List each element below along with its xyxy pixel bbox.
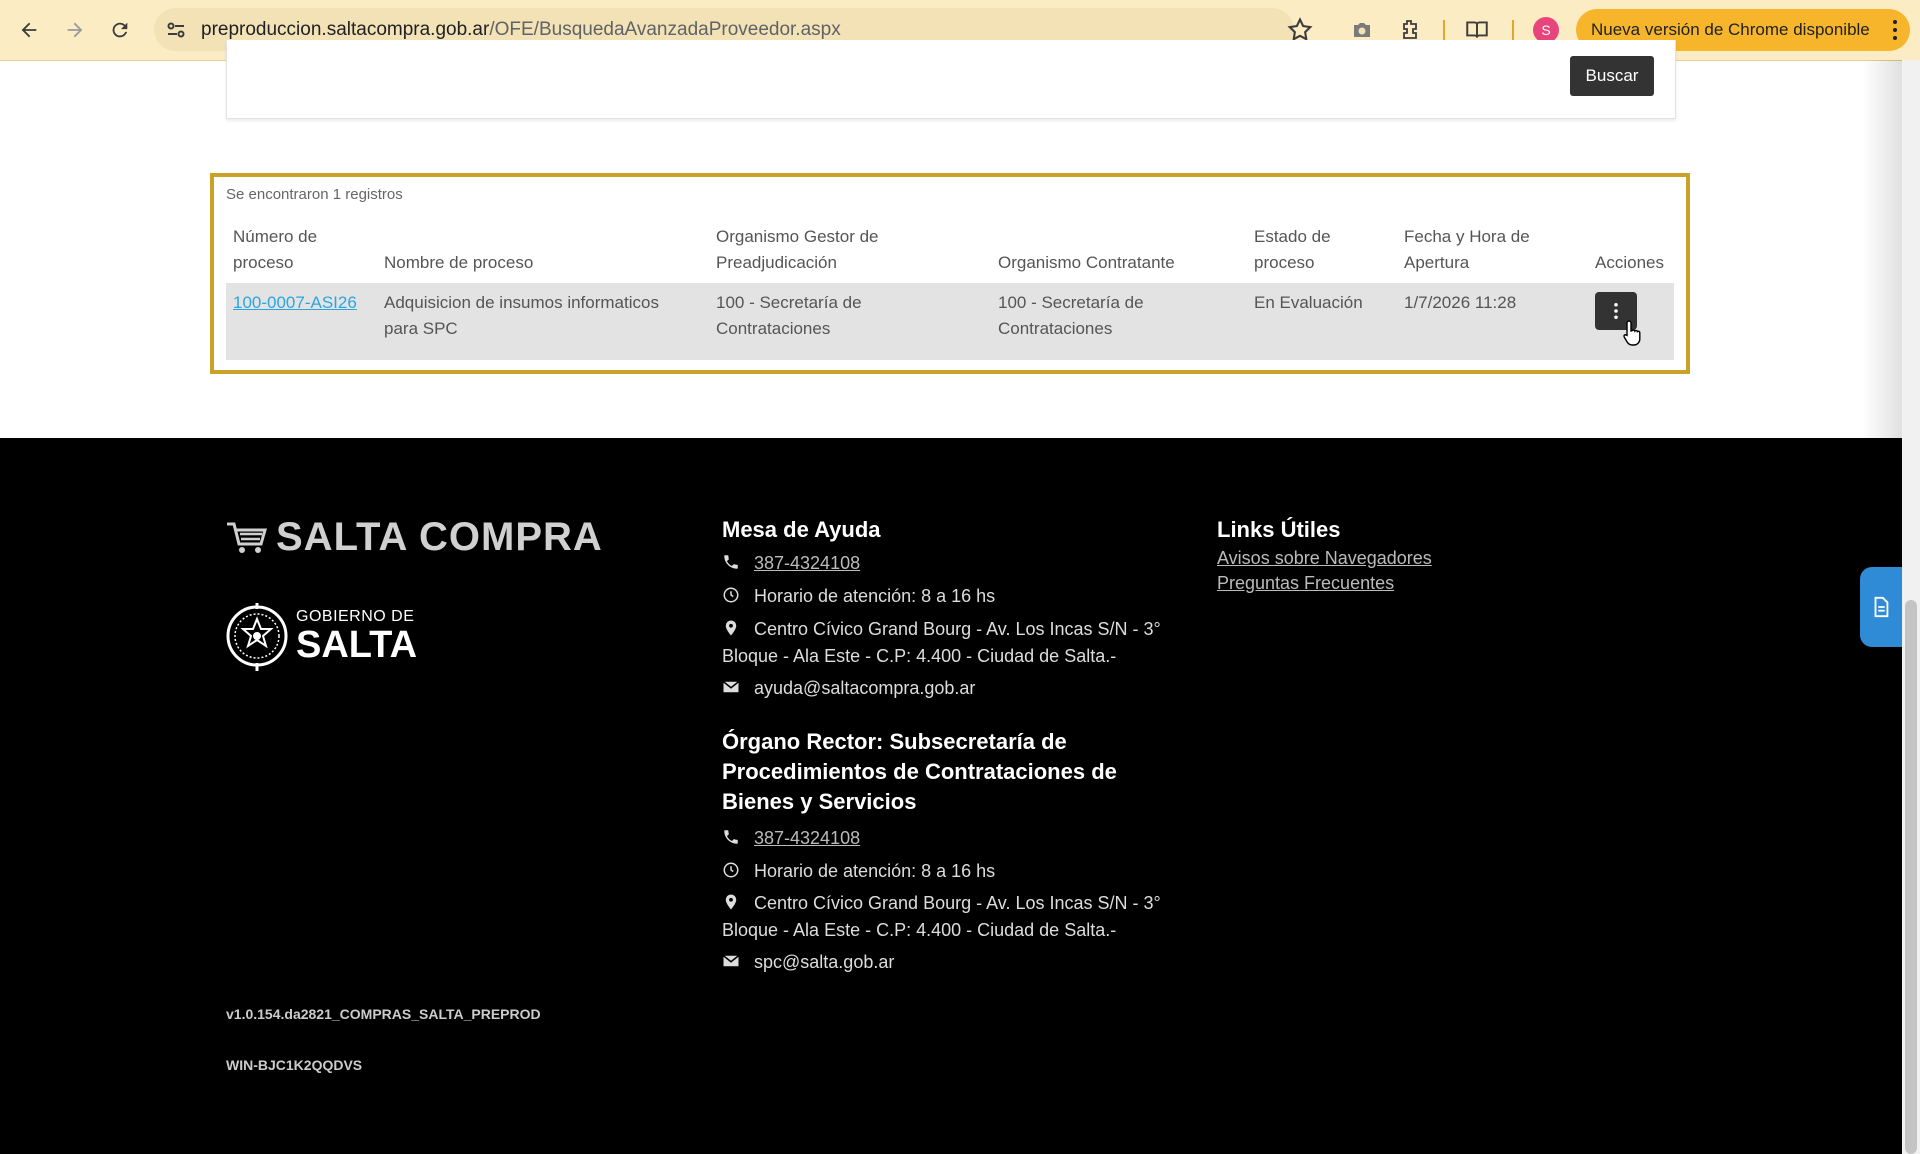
header-numero: Número de proceso bbox=[233, 227, 318, 272]
reload-icon[interactable] bbox=[104, 14, 136, 46]
kebab-menu-icon bbox=[1613, 303, 1619, 319]
envelope-icon bbox=[722, 952, 740, 970]
mesa-email: ayuda@saltacompra.gob.ar bbox=[722, 675, 975, 702]
phone-icon bbox=[722, 553, 740, 571]
phone-icon bbox=[722, 828, 740, 846]
page-edge-shadow bbox=[1862, 60, 1902, 438]
clock-icon bbox=[722, 861, 740, 879]
clock-icon bbox=[722, 586, 740, 604]
site-info-icon[interactable] bbox=[164, 18, 188, 42]
organo-address: Centro Cívico Grand Bourg - Av. Los Incas S/N - 3° Bloque - Ala Este - C.P: 4.400 - Ciudad de Salta.- bbox=[722, 893, 1161, 940]
contratante-cell: 100 - Secretaría de Contrataciones bbox=[998, 293, 1144, 338]
faq-link[interactable]: Preguntas Frecuentes bbox=[1217, 573, 1395, 593]
header-acciones: Acciones bbox=[1595, 253, 1664, 272]
organo-rector-title: Órgano Rector: Subsecretaría de Procedimientos de Contrataciones de Bienes y Servicios bbox=[722, 729, 1117, 814]
organo-email: spc@salta.gob.ar bbox=[722, 949, 894, 976]
mesa-phone bbox=[722, 550, 860, 577]
location-pin-icon bbox=[722, 893, 740, 911]
toolbar-divider bbox=[1512, 20, 1514, 40]
update-label: Nueva versión de Chrome disponible bbox=[1591, 20, 1870, 39]
search-panel bbox=[226, 40, 1676, 119]
gestor-cell: 100 - Secretaría de Contrataciones bbox=[716, 293, 862, 338]
link-avisos-navegadores bbox=[1217, 545, 1432, 572]
back-icon[interactable] bbox=[13, 14, 45, 46]
host-label: WIN-BJC1K2QQDVS bbox=[226, 1057, 363, 1073]
header-contratante: Organismo Contratante bbox=[998, 253, 1175, 272]
toolbar-divider bbox=[1443, 20, 1445, 40]
kebab-menu-icon[interactable] bbox=[1892, 19, 1898, 41]
avisos-link[interactable]: Avisos sobre Navegadores bbox=[1217, 548, 1432, 568]
fecha-cell: 1/7/2026 11:28 bbox=[1404, 293, 1517, 312]
salta-label: SALTA bbox=[296, 624, 418, 666]
location-pin-icon bbox=[722, 619, 740, 637]
gobierno-salta-logo bbox=[226, 595, 417, 677]
hand-cursor-icon bbox=[1622, 319, 1644, 347]
salta-seal-icon bbox=[226, 595, 288, 677]
estado-cell: En Evaluación bbox=[1254, 293, 1363, 312]
process-number-cell bbox=[233, 290, 357, 316]
mesa-ayuda-title: Mesa de Ayuda bbox=[722, 517, 881, 542]
process-number-link[interactable]: 100-0007-ASI26 bbox=[233, 293, 357, 312]
scrollbar-thumb[interactable] bbox=[1905, 600, 1917, 1154]
header-fecha: Fecha y Hora de Apertura bbox=[1404, 227, 1530, 272]
logo-text: SALTA COMPRA bbox=[276, 515, 603, 559]
envelope-icon bbox=[722, 678, 740, 696]
version-label: v1.0.154.da2821_COMPRAS_SALTA_PREPROD bbox=[226, 1006, 541, 1022]
results-count: Se encontraron 1 registros bbox=[226, 186, 403, 203]
shopping-cart-icon bbox=[226, 521, 268, 555]
header-gestor: Organismo Gestor de Preadjudicación bbox=[716, 227, 879, 272]
url-text: preproduccion.saltacompra.gob.ar/OFE/BusquedaAvanzadaProveedor.aspx bbox=[201, 19, 841, 40]
link-preguntas-frecuentes bbox=[1217, 570, 1394, 597]
forward-icon[interactable] bbox=[59, 14, 91, 46]
mesa-hours: Horario de atención: 8 a 16 hs bbox=[722, 583, 995, 610]
header-estado: Estado de proceso bbox=[1254, 227, 1331, 272]
gobierno-label: GOBIERNO DE bbox=[296, 608, 415, 625]
mesa-phone-link[interactable]: 387-4324108 bbox=[754, 553, 861, 573]
process-name-cell: Adquisicion de insumos informaticos para SPC bbox=[384, 293, 659, 338]
organo-hours: Horario de atención: 8 a 16 hs bbox=[722, 858, 995, 885]
search-button[interactable]: Buscar bbox=[1570, 56, 1654, 96]
links-utiles-title: Links Útiles bbox=[1217, 517, 1341, 542]
organo-phone-link[interactable]: 387-4324108 bbox=[754, 828, 861, 848]
document-icon bbox=[1870, 596, 1892, 618]
header-nombre: Nombre de proceso bbox=[384, 253, 534, 272]
profile-avatar[interactable]: S bbox=[1533, 17, 1559, 43]
mesa-address: Centro Cívico Grand Bourg - Av. Los Incas S/N - 3° Bloque - Ala Este - C.P: 4.400 - Ciudad de Salta.- bbox=[722, 619, 1161, 666]
salta-compra-logo bbox=[226, 515, 603, 560]
organo-phone bbox=[722, 825, 860, 852]
side-document-tab[interactable] bbox=[1860, 567, 1902, 647]
